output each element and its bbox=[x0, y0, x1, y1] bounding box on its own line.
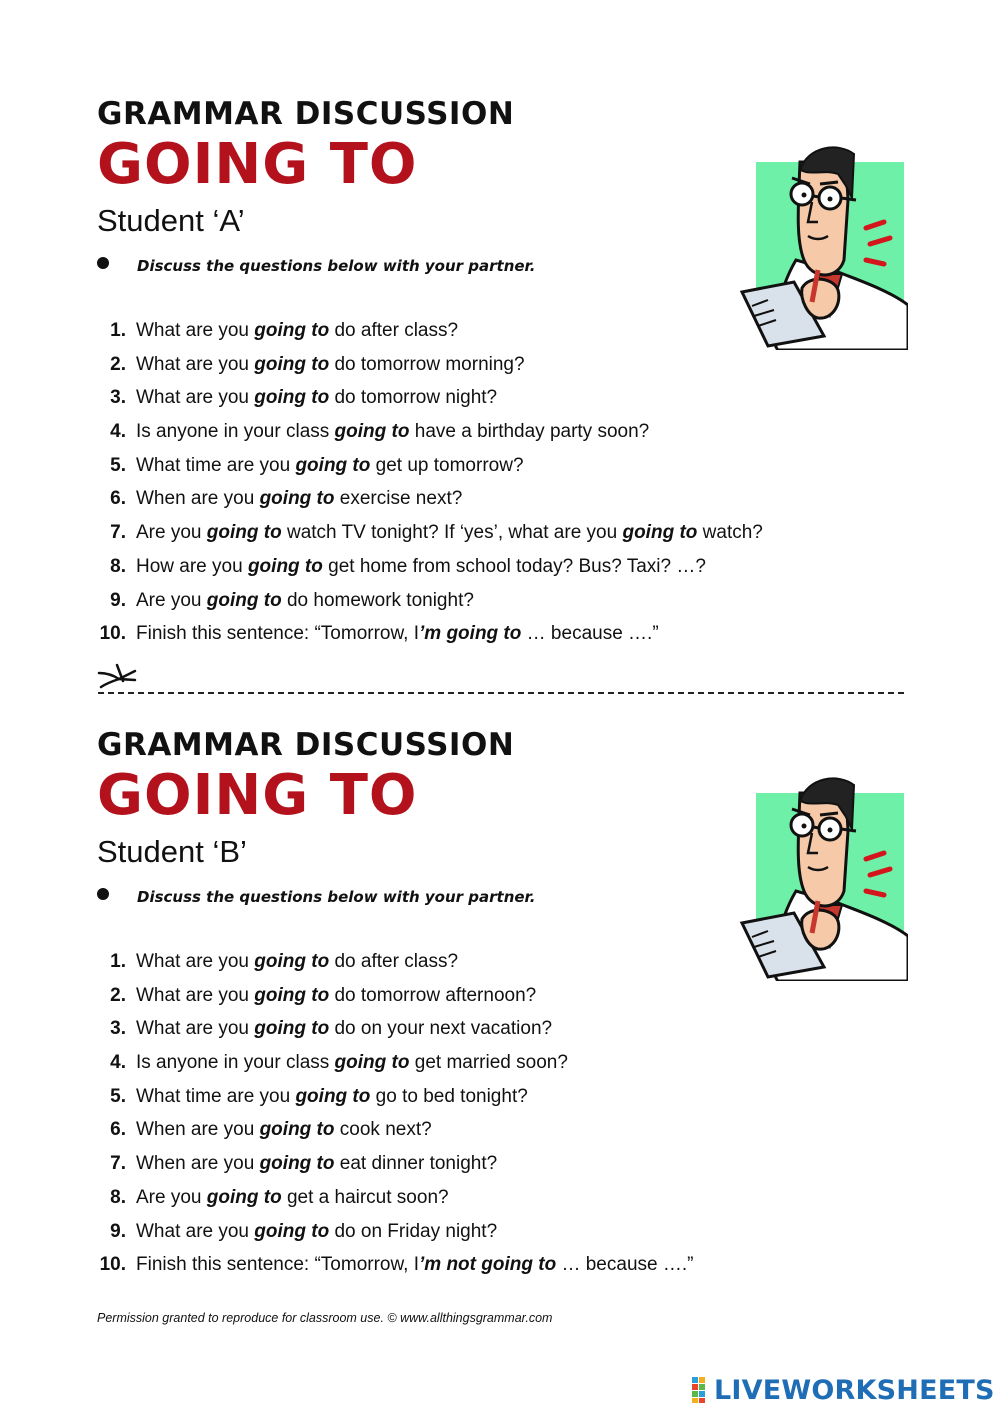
question-fragment: watch? bbox=[697, 522, 763, 544]
student-label: Student ‘B’ bbox=[97, 834, 247, 869]
question-fragment: Are you bbox=[136, 1186, 207, 1208]
question-number: 9. bbox=[110, 589, 126, 611]
emphasis-phrase: going to bbox=[247, 555, 323, 577]
emphasis-phrase: going to bbox=[259, 488, 335, 510]
section-headline: GOING TO bbox=[97, 763, 418, 828]
emphasis-phrase: going to bbox=[254, 353, 330, 375]
question-fragment: eat dinner tonight? bbox=[334, 1153, 498, 1175]
question-number: 7. bbox=[110, 1153, 126, 1175]
question-fragment: exercise next? bbox=[334, 488, 463, 510]
question-number: 2. bbox=[110, 984, 126, 1006]
question-number: 6. bbox=[110, 1119, 126, 1141]
question-text bbox=[136, 985, 536, 1007]
question-fragment: do on Friday night? bbox=[329, 1220, 498, 1242]
question-fragment: Finish this sentence: “Tomorrow, I bbox=[136, 623, 419, 645]
emphasis-phrase: going to bbox=[254, 951, 330, 972]
teacher-illustration bbox=[738, 771, 908, 981]
question-fragment: What are you bbox=[136, 984, 255, 1006]
question-number: 9. bbox=[110, 1220, 126, 1242]
brand-watermark[interactable] bbox=[692, 1374, 995, 1406]
section-kicker: GRAMMAR DISCUSSION bbox=[97, 727, 515, 763]
question-number: 8. bbox=[110, 555, 126, 577]
question-number: 6. bbox=[110, 488, 126, 510]
question-text bbox=[136, 320, 458, 342]
bullet-icon bbox=[97, 888, 109, 900]
question-fragment: What time are you bbox=[136, 454, 296, 476]
brand-name: LIVEWORKSHEETS bbox=[714, 1374, 995, 1406]
emphasis-phrase: going to bbox=[259, 1153, 335, 1175]
question-fragment: Are you bbox=[136, 589, 207, 611]
question-fragment: When are you bbox=[136, 1119, 260, 1141]
question-fragment: get a haircut soon? bbox=[281, 1186, 449, 1208]
question-number: 10. bbox=[99, 623, 126, 645]
question-text bbox=[136, 1153, 497, 1175]
question-fragment: do tomorrow afternoon? bbox=[329, 984, 537, 1006]
question-fragment: do on your next vacation? bbox=[329, 1018, 553, 1040]
teacher-illustration bbox=[738, 140, 908, 350]
question-number: 4. bbox=[110, 421, 126, 443]
question-text bbox=[136, 387, 497, 409]
question-text bbox=[136, 421, 649, 443]
question-fragment: How are you bbox=[136, 555, 248, 577]
question-text bbox=[136, 556, 706, 578]
emphasis-phrase: going to bbox=[206, 1186, 282, 1208]
question-fragment: What are you bbox=[136, 1220, 255, 1242]
student-label: Student ‘A’ bbox=[97, 203, 245, 238]
question-text bbox=[136, 354, 525, 376]
emphasis-phrase: going to bbox=[295, 454, 371, 476]
question-fragment: Is anyone in your class bbox=[136, 1052, 335, 1074]
question-number: 5. bbox=[110, 454, 126, 476]
question-fragment: get home from school today? Bus? Taxi? …? bbox=[322, 555, 706, 577]
question-number: 8. bbox=[110, 1186, 126, 1208]
scissors-icon bbox=[97, 661, 137, 691]
question-number: 5. bbox=[110, 1085, 126, 1107]
question-fragment: watch TV tonight? If ‘yes’, what are you bbox=[281, 522, 623, 544]
emphasis-phrase: going to bbox=[254, 387, 330, 409]
section-kicker: GRAMMAR DISCUSSION bbox=[97, 96, 515, 132]
question-fragment: go to bed tonight? bbox=[370, 1085, 528, 1107]
emphasis-phrase: going to bbox=[254, 1220, 330, 1242]
emphasis-phrase: going to bbox=[254, 984, 330, 1006]
question-text bbox=[136, 1052, 568, 1074]
emphasis-phrase: going to bbox=[259, 1119, 335, 1141]
emphasis-phrase: going to bbox=[334, 421, 410, 443]
question-fragment: … because ….” bbox=[521, 623, 659, 645]
question-fragment: cook next? bbox=[334, 1119, 432, 1141]
question-fragment: do tomorrow morning? bbox=[329, 353, 525, 375]
question-fragment: do after class? bbox=[329, 951, 459, 972]
question-fragment: … because ….” bbox=[556, 1254, 694, 1276]
question-fragment: What are you bbox=[136, 387, 255, 409]
emphasis-phrase: ’m not going to bbox=[419, 1254, 557, 1276]
question-text bbox=[136, 623, 659, 645]
question-fragment: When are you bbox=[136, 1153, 260, 1175]
question-fragment: have a birthday party soon? bbox=[409, 421, 650, 443]
question-text bbox=[136, 522, 763, 544]
question-text bbox=[136, 1254, 693, 1276]
emphasis-phrase: going to bbox=[254, 320, 330, 341]
question-number: 3. bbox=[110, 387, 126, 409]
question-fragment: Are you bbox=[136, 522, 207, 544]
question-text bbox=[136, 1187, 449, 1209]
question-number: 2. bbox=[110, 353, 126, 375]
question-text bbox=[136, 488, 462, 510]
instruction-text: Discuss the questions below with your partner. bbox=[137, 257, 536, 275]
question-fragment: What are you bbox=[136, 353, 255, 375]
question-number: 3. bbox=[110, 1018, 126, 1040]
question-fragment: get up tomorrow? bbox=[370, 454, 524, 476]
question-text bbox=[136, 1086, 528, 1108]
bullet-icon bbox=[97, 257, 109, 269]
instruction-text: Discuss the questions below with your partner. bbox=[137, 888, 536, 906]
question-fragment: do tomorrow night? bbox=[329, 387, 498, 409]
question-number: 1. bbox=[110, 320, 126, 341]
question-fragment: get married soon? bbox=[409, 1052, 568, 1074]
question-fragment: When are you bbox=[136, 488, 260, 510]
question-number: 4. bbox=[110, 1052, 126, 1074]
question-text bbox=[136, 455, 524, 477]
question-number: 10. bbox=[99, 1254, 126, 1276]
question-fragment: Is anyone in your class bbox=[136, 421, 335, 443]
emphasis-phrase: going to bbox=[622, 522, 698, 544]
question-number: 1. bbox=[110, 951, 126, 972]
question-fragment: What are you bbox=[136, 320, 255, 341]
question-fragment: What are you bbox=[136, 951, 255, 972]
question-text bbox=[136, 1119, 432, 1141]
question-text bbox=[136, 590, 474, 612]
emphasis-phrase: going to bbox=[334, 1052, 410, 1074]
question-text bbox=[136, 1221, 497, 1243]
permission-footer: Permission granted to reproduce for classroom use. © www.allthingsgrammar.com bbox=[97, 1311, 553, 1325]
question-fragment: What time are you bbox=[136, 1085, 296, 1107]
question-text bbox=[136, 951, 458, 973]
emphasis-phrase: going to bbox=[206, 589, 282, 611]
emphasis-phrase: ’m going to bbox=[419, 623, 522, 645]
question-fragment: Finish this sentence: “Tomorrow, I bbox=[136, 1254, 419, 1276]
liveworksheets-logo bbox=[692, 1377, 712, 1403]
question-fragment: do homework tonight? bbox=[281, 589, 474, 611]
question-number: 7. bbox=[110, 522, 126, 544]
section-headline: GOING TO bbox=[97, 132, 418, 197]
question-fragment: do after class? bbox=[329, 320, 459, 341]
emphasis-phrase: going to bbox=[254, 1018, 330, 1040]
question-text bbox=[136, 1018, 552, 1040]
question-fragment: What are you bbox=[136, 1018, 255, 1040]
emphasis-phrase: going to bbox=[295, 1085, 371, 1107]
emphasis-phrase: going to bbox=[206, 522, 282, 544]
cut-line bbox=[98, 692, 904, 694]
